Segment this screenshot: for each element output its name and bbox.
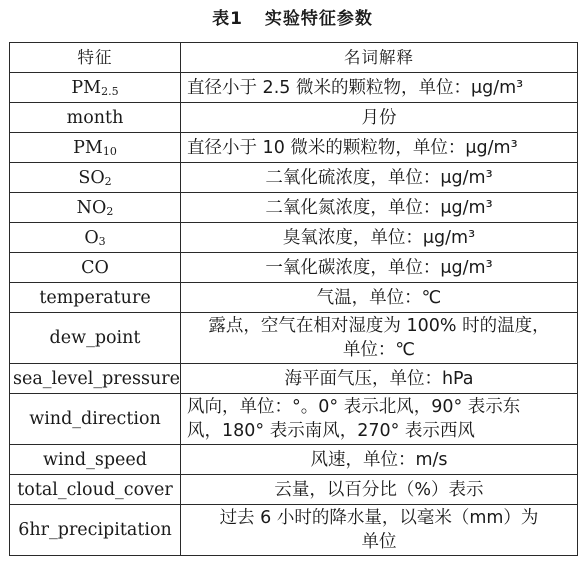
- description-text: 一氧化碳浓度，单位：μg/m³: [265, 257, 493, 278]
- feature-cell: [10, 445, 181, 475]
- table-row: [10, 313, 578, 364]
- description-line: 风向，单位：°。0° 表示北风，90° 表示东: [187, 397, 521, 417]
- feature-cell: [10, 193, 181, 223]
- description-cell: [181, 223, 578, 253]
- feature-subscript: 2.5: [101, 84, 119, 98]
- description-line: 单位: [361, 532, 397, 552]
- description-cell: [181, 283, 578, 313]
- table-row: [10, 475, 578, 505]
- table-header-row: [10, 43, 578, 73]
- description-cell: [181, 133, 578, 163]
- description-cell: [181, 193, 578, 223]
- description-line: 过去 6 小时的降水量，以毫米（mm）为: [219, 508, 539, 528]
- feature-cell: [10, 505, 181, 556]
- description-text: 二氧化硫浓度，单位：μg/m³: [265, 167, 493, 188]
- table-row: [10, 253, 578, 283]
- feature-name: total_cloud_cover: [17, 479, 173, 500]
- table-number: 表1: [212, 9, 243, 29]
- table-row: [10, 73, 578, 103]
- header-description: 名词解释: [181, 43, 578, 73]
- description-text: 臭氧浓度，单位：μg/m³: [282, 227, 476, 248]
- table-row: [10, 133, 578, 163]
- feature-cell: [10, 163, 181, 193]
- feature-name: PM: [73, 137, 103, 158]
- feature-name: PM: [71, 77, 102, 98]
- description-text: 气温，单位：℃: [316, 287, 442, 308]
- description-line: 风，180° 表示南风，270° 表示西风: [187, 421, 475, 441]
- table-caption: [0, 8, 585, 30]
- table-row: [10, 223, 578, 253]
- description-text: 海平面气压，单位：hPa: [284, 368, 474, 389]
- table-row: [10, 283, 578, 313]
- parameters-table: [9, 42, 578, 556]
- description-cell: [181, 505, 578, 556]
- description-cell: [181, 364, 578, 394]
- feature-name: dew_point: [49, 328, 141, 348]
- feature-cell: [10, 73, 181, 103]
- feature-cell: [10, 475, 181, 505]
- feature-cell: [10, 313, 181, 364]
- feature-name: wind_speed: [43, 449, 147, 470]
- description-cell: [181, 103, 578, 133]
- description-text: 云量，以百分比（%）表示: [274, 479, 484, 500]
- description-text: 直径小于 2.5 微米的颗粒物，单位：μg/m³: [187, 77, 524, 98]
- description-text: 直径小于 10 微米的颗粒物，单位：μg/m³: [187, 137, 518, 158]
- description-text: 风速，单位：m/s: [310, 449, 448, 470]
- feature-name: NO: [76, 197, 107, 218]
- table-row: [10, 364, 578, 394]
- description-cell: [181, 394, 578, 445]
- feature-name: month: [66, 107, 124, 128]
- feature-cell: [10, 283, 181, 313]
- description-line: 露点，空气在相对湿度为 100% 时的温度，: [208, 316, 550, 336]
- table-row: [10, 394, 578, 445]
- feature-name: O: [84, 227, 99, 248]
- description-text: 月份: [361, 107, 397, 128]
- table-row: [10, 505, 578, 556]
- feature-name: SO: [78, 167, 105, 188]
- feature-subscript: 10: [102, 144, 117, 158]
- feature-name: 6hr_precipitation: [18, 520, 172, 540]
- description-cell: [181, 313, 578, 364]
- feature-name: wind_direction: [29, 409, 161, 429]
- feature-cell: [10, 223, 181, 253]
- feature-cell: [10, 394, 181, 445]
- feature-subscript: 3: [98, 234, 106, 248]
- description-text: 二氧化氮浓度，单位：μg/m³: [265, 197, 493, 218]
- header-feature: 特征: [10, 43, 181, 73]
- feature-cell: [10, 133, 181, 163]
- table-row: [10, 193, 578, 223]
- table-body: [10, 73, 578, 556]
- feature-name: sea_level_pressure: [13, 368, 180, 389]
- feature-subscript: 2: [104, 174, 112, 188]
- table-row: [10, 103, 578, 133]
- feature-cell: [10, 103, 181, 133]
- feature-name: CO: [81, 257, 109, 278]
- description-line: 单位：℃: [342, 340, 416, 360]
- description-cell: [181, 475, 578, 505]
- description-cell: [181, 253, 578, 283]
- table-row: [10, 445, 578, 475]
- description-cell: [181, 73, 578, 103]
- feature-subscript: 2: [106, 204, 114, 218]
- description-cell: [181, 445, 578, 475]
- feature-cell: [10, 364, 181, 394]
- table-title: 实验特征参数: [264, 9, 373, 29]
- feature-cell: [10, 253, 181, 283]
- table-row: [10, 163, 578, 193]
- description-cell: [181, 163, 578, 193]
- feature-name: temperature: [39, 287, 151, 308]
